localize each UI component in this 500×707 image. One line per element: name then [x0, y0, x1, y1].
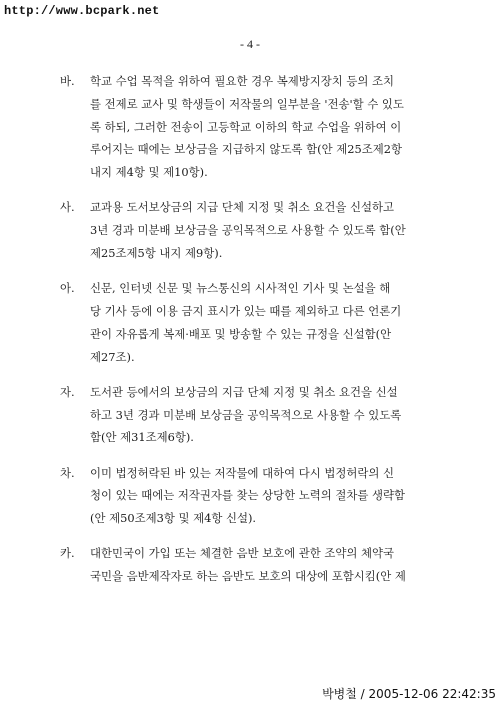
- list-item: [60, 462, 445, 530]
- list-item-line: (안 제50조제3항 및 제4항 신설).: [90, 511, 257, 526]
- list-item-marker: 카.: [60, 546, 75, 561]
- list-item-line: 도서관 등에서의 보상금의 지급 단체 지정 및 취소 요건을 신설: [90, 384, 398, 399]
- list-item: [60, 381, 445, 449]
- list-item-line: 를 전제로 교사 및 학생들이 저작물의 일부분을 '전송'할 수 있도: [90, 96, 404, 111]
- list-item-line: 대한민국이 가입 또는 체결한 음반 보호에 관한 조약의 체약국: [90, 546, 395, 561]
- list-item-marker: 사.: [60, 200, 75, 215]
- list-item-line: 하고 3년 경과 미분배 보상금을 공익목적으로 사용할 수 있도록: [90, 407, 402, 422]
- list-item-line: 국민을 음반제작자로 하는 음반도 보호의 대상에 포함시킴(안 제: [90, 569, 406, 584]
- list-item-line: 루어지는 때에는 보상금을 지급하지 않도록 함(안 제25조제2항: [90, 142, 402, 157]
- list-item-line: 이미 법정허락된 바 있는 저작물에 대하여 다시 법정허락의 신: [90, 465, 395, 480]
- list-item-marker: 차.: [60, 465, 75, 480]
- site-watermark: http://www.bcpark.net: [4, 4, 160, 18]
- list-item-line: 제25조제5항 내지 제9항).: [90, 245, 223, 260]
- list-item-line: 관이 자유롭게 복제·배포 및 방송할 수 있는 규정을 신설함(안: [90, 326, 392, 341]
- list-item-line: 교과용 도서보상금의 지급 단체 지정 및 취소 요건을 신설하고: [90, 200, 395, 215]
- list-item-line: 신문, 인터넷 신문 및 뉴스통신의 시사적인 기사 및 논설을 해: [90, 281, 391, 296]
- list-item-marker: 바.: [60, 74, 75, 88]
- list-item-line: 내지 제4항 및 제10항).: [90, 165, 208, 180]
- list-item-line: 함(안 제31조제6항).: [90, 430, 194, 445]
- list-item: [60, 542, 445, 588]
- document-body: [60, 70, 445, 600]
- list-item-marker: 자.: [60, 384, 75, 399]
- list-item: [60, 277, 445, 368]
- author-timestamp: 박병철 / 2005-12-06 22:42:35: [322, 687, 496, 701]
- list-item-line: 3년 경과 미분배 보상금을 공익목적으로 사용할 수 있도록 함(안: [90, 223, 406, 238]
- list-item-marker: 아.: [60, 281, 75, 296]
- page-number: - 4 -: [240, 37, 260, 51]
- list-item: [60, 70, 445, 184]
- list-item-line: 청이 있는 때에는 저작권자를 찾는 상당한 노력의 절차를 생략함: [90, 488, 406, 503]
- list-item-line: 당 기사 등에 이용 금지 표시가 있는 때를 제외하고 다른 언론기: [90, 303, 402, 318]
- list-item: [60, 196, 445, 264]
- list-item-line: 제27조).: [90, 349, 135, 364]
- list-item-line: 학교 수업 목적을 위하여 필요한 경우 복제방지장치 등의 조치: [90, 74, 395, 88]
- list-item-line: 록 하되, 그러한 전송이 고등학교 이하의 학교 수업을 위하여 이: [90, 119, 402, 134]
